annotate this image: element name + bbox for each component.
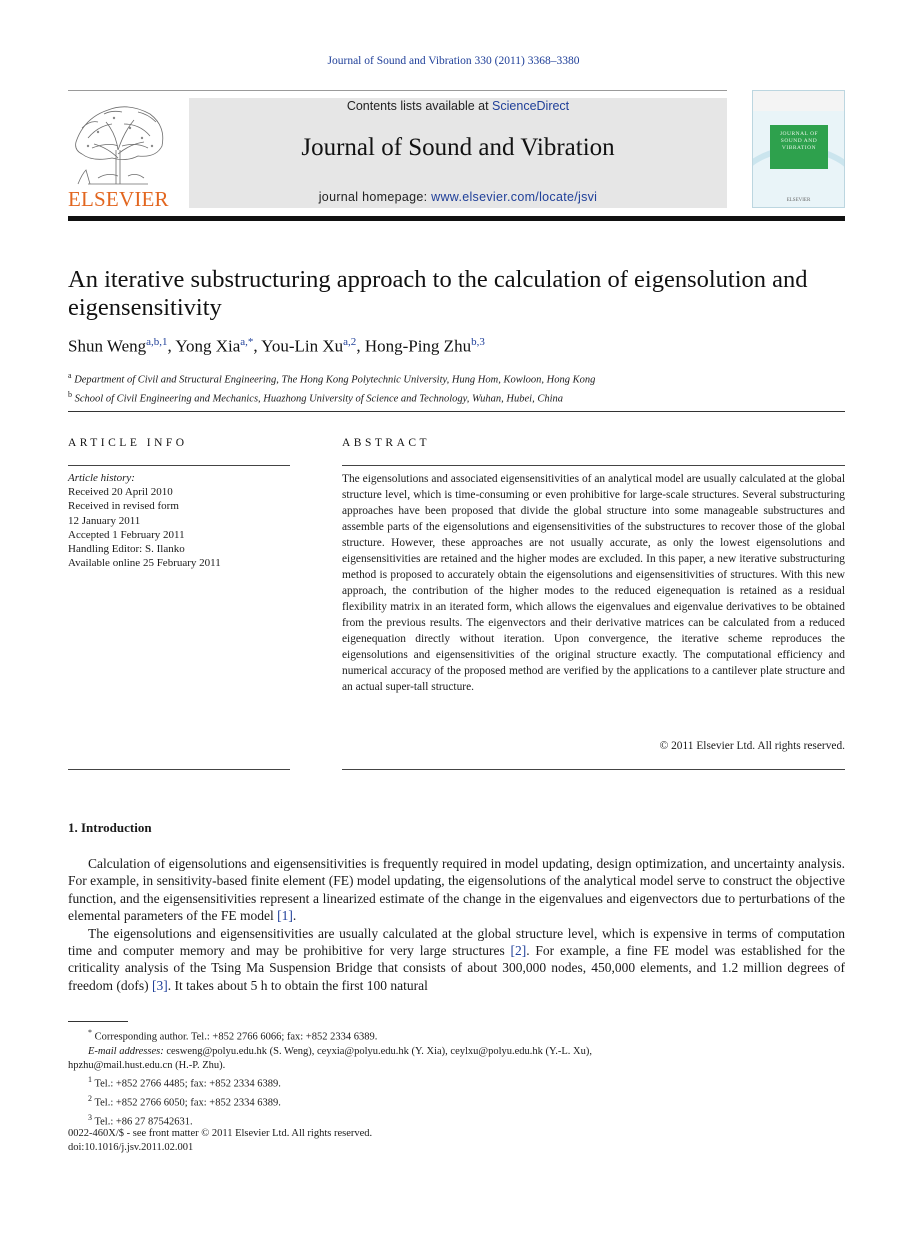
masthead-top-rule — [68, 90, 727, 91]
footnote-mark: 2 — [88, 1094, 92, 1104]
history-heading: Article history: — [68, 472, 135, 484]
affiliation-item — [68, 369, 848, 388]
affiliation-item — [68, 388, 848, 407]
sciencedirect-link[interactable]: ScienceDirect — [492, 99, 570, 113]
history-item: Received 20 April 2010 — [68, 486, 173, 499]
footnote-item — [68, 1092, 845, 1111]
author-affiliation-marks[interactable]: a,* — [240, 336, 254, 348]
history-item: Received in revised form — [68, 500, 179, 513]
reference-link-2[interactable]: [2] — [510, 943, 527, 959]
doi-line[interactable]: doi:10.1016/j.jsv.2011.02.001 — [68, 1142, 194, 1154]
cover-top-strip — [753, 91, 844, 111]
affiliation-list — [68, 369, 848, 406]
author-name[interactable]: Yong Xia — [175, 336, 241, 356]
author-separator: , — [253, 336, 262, 356]
journal-homepage-link[interactable]: www.elsevier.com/locate/jsvi — [431, 190, 598, 204]
history-item: Accepted 1 February 2011 — [68, 528, 185, 541]
author-name[interactable]: Shun Weng — [68, 336, 147, 356]
contents-prefix: Contents lists available at — [346, 99, 493, 113]
intro-paragraph-2 — [68, 925, 845, 995]
author-separator: , — [356, 336, 365, 356]
intro-text: . It takes about 5 h to obtain the first 100 natural — [167, 977, 428, 993]
footnotes — [68, 1026, 845, 1130]
abstract-text: The eigensolutions and associated eigensensitivities of an analytical model are usually calculated at the global structure level, which is time-consuming or even prohibitive for large-scale structures. Several substructuring approaches have been proposed that divide the global structure into some manageable substructures and assemble parts of the eigensolutions and eigensensitivities of the substructures to recover those of the global structure. However, these approaches are not usually accurate, as only the lowest eigensolutions and eigensensitivities are retained and the higher modes are excluded. In this paper, a new iterative substructuring method is proposed to accurately obtain the eigensolutions and eigensensitivities of structures. With this new approach, the contribution of the higher modes to the reduced eigenequation is retained as a residual flexibility matrix in an iterated form, which allows the eigenvalues and eigenvalue derivatives to be obtained from the previous results. The eigenvectors and their derivative matrices can be calculated from a reduced eigenequation directly without iteration. Upon convergence, the iterative scheme reproduces the eigensolutions and eigensensitivities of the original structure exactly. The computational efficiency and numerical accuracy of the proposed method are verified by the applications to a cantilever plate structure and an actual super-tall structure. — [342, 473, 845, 693]
intro-text: . — [292, 908, 297, 924]
affiliation-mark: a — [68, 371, 72, 380]
footnote-text: Tel.: +86 27 87542631. — [94, 1116, 193, 1128]
intro-text: . For example, a fine FE model was established for the criticality analysis of the Tsing Ma Suspension Bridge that consists of about 300,000 nodes, 450,000 elements, and 1.2 million degrees of freedom (dofs) — [68, 943, 845, 993]
header-divider — [68, 411, 845, 412]
footnote-label: E-mail addresses: — [88, 1045, 164, 1057]
journal-citation[interactable]: Journal of Sound and Vibration 330 (2011) 3368–3380 — [327, 55, 580, 67]
elsevier-logo — [68, 98, 168, 210]
affiliation-mark: b — [68, 389, 72, 399]
abstract-top-rule — [342, 465, 845, 466]
cover-title-band: JOURNAL OF SOUND AND VIBRATION — [770, 125, 828, 169]
author-affiliation-marks[interactable]: a,b,1 — [146, 336, 168, 348]
footnote-mark: * — [88, 1028, 92, 1037]
homepage-line — [189, 190, 727, 204]
homepage-prefix: journal homepage: — [318, 190, 432, 204]
author-name[interactable]: You-Lin Xu — [261, 336, 344, 356]
footnote-text: Corresponding author. Tel.: +852 2766 6066; fax: +852 2334 6389. — [94, 1031, 378, 1043]
elsevier-tree-icon — [68, 98, 168, 186]
history-item: Handling Editor: S. Ilanko — [68, 543, 185, 556]
introduction-heading: 1. Introduction — [68, 820, 152, 835]
footnote-text: cesweng@polyu.edu.hk (S. Weng), ceyxia@polyu.edu.hk (Y. Xia), ceylxu@polyu.edu.hk (Y.-L. Xu), — [163, 1045, 592, 1057]
affiliation-text: Department of Civil and Structural Engineering, The Hong Kong Polytechnic University, Hung Hom, Kowloon, Hong Kong — [71, 374, 596, 386]
footnote-indent — [68, 1026, 92, 1045]
footnote-item — [68, 1026, 845, 1045]
introduction-body — [68, 855, 845, 994]
cover-publisher-mark: ELSEVIER — [786, 198, 811, 203]
article-history — [68, 471, 290, 570]
abstract-heading: ABSTRACT — [342, 437, 431, 449]
reference-link-3[interactable]: [3] — [151, 977, 168, 993]
abstract-copyright: © 2011 Elsevier Ltd. All rights reserved. — [659, 740, 845, 752]
author-list — [68, 336, 848, 357]
intro-paragraph-1 — [68, 855, 845, 925]
abstract-bottom-rule — [342, 769, 845, 770]
masthead — [189, 98, 727, 208]
publisher-name: ELSEVIER — [68, 187, 169, 211]
article-info-heading: ARTICLE INFO — [68, 437, 188, 449]
footnote-rule — [68, 1021, 128, 1022]
history-item: Available online 25 February 2011 — [68, 557, 221, 570]
issn-line: 0022-460X/$ - see front matter © 2011 Elsevier Ltd. All rights reserved. — [68, 1128, 373, 1139]
journal-cover-thumbnail[interactable] — [752, 90, 845, 208]
journal-title: Journal of Sound and Vibration — [301, 134, 615, 161]
footnote-text: Tel.: +852 2766 4485; fax: +852 2334 6389. — [94, 1078, 281, 1090]
footnote-indent — [68, 1073, 92, 1092]
author-name[interactable]: Hong-Ping Zhu — [364, 336, 472, 356]
footnote-indent — [68, 1092, 92, 1111]
intro-text: The eigensolutions and eigensensitivities are usually calculated at the global structure level, which is expensive in terms of computation time and computer memory and may be prohibitive for very large structures — [68, 925, 845, 959]
author-separator: , — [167, 336, 176, 356]
footnote-item — [68, 1059, 845, 1073]
footnote-text: Tel.: +852 2766 6050; fax: +852 2334 6389. — [94, 1097, 281, 1109]
footnote-item — [68, 1045, 845, 1059]
affiliation-text: School of Civil Engineering and Mechanics, Huazhong University of Science and Technology, Wuhan, Hubei, China — [72, 393, 563, 404]
contents-line — [189, 99, 727, 113]
issn-doi-block — [68, 1127, 372, 1156]
article-title: An iterative substructuring approach to the calculation of eigensolution and eigensensitivity — [68, 266, 808, 321]
reference-link-1[interactable]: [1] — [277, 908, 293, 924]
masthead-thick-rule — [68, 216, 845, 221]
article-info-bottom-rule — [68, 769, 290, 770]
history-item: 12 January 2011 — [68, 514, 141, 527]
footnote-item — [68, 1073, 845, 1092]
author-affiliation-marks[interactable]: b,3 — [471, 336, 485, 348]
author-affiliation-marks[interactable]: a,2 — [343, 336, 357, 348]
footnote-mark: 3 — [88, 1112, 92, 1122]
intro-text: Calculation of eigensolutions and eigensensitivities is frequently required in model updating, design optimization, and uncertainty analysis. For example, in sensitivity-based finite element (FE) model updating, the eigensolutions of the analytical model serve to construct the objective function, and the eigensensitivities represent a linearized estimate of the change in the eigenvalues and eigenvectors due to perturbations of the elemental parameters of the FE model — [68, 856, 845, 924]
article-info-top-rule — [68, 465, 290, 466]
footnote-text: hpzhu@mail.hust.edu.cn (H.-P. Zhu). — [68, 1060, 226, 1072]
footnote-mark: 1 — [88, 1075, 92, 1085]
